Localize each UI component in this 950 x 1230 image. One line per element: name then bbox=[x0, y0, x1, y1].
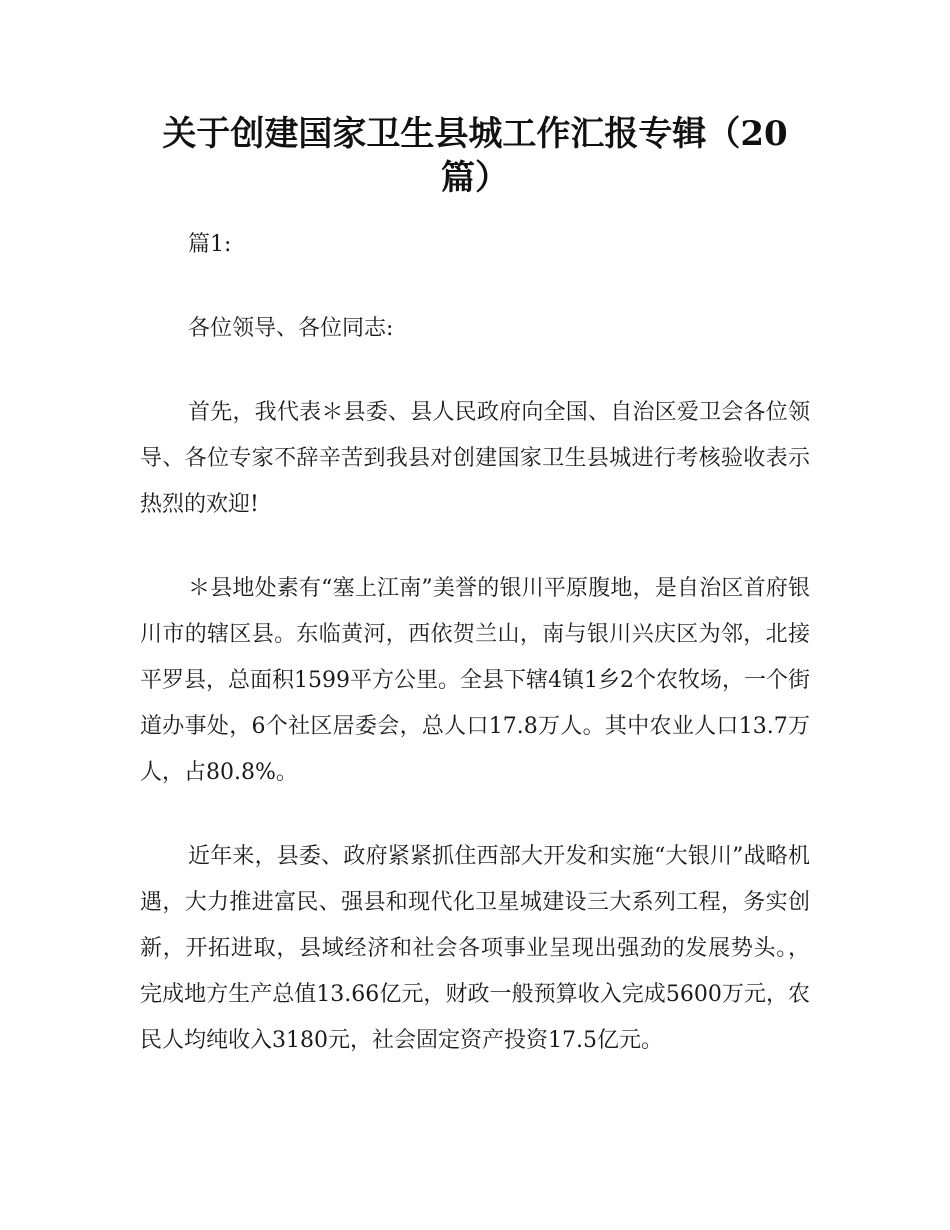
paragraph-section-label: 篇1: bbox=[188, 232, 232, 257]
document-body bbox=[140, 222, 810, 1102]
paragraph-development: 近年来，县委、政府紧紧抓住西部大开发和实施“大银川”战略机遇，大力推进富民、强县和现代化卫星城建设三大系列工程，务实创新，开拓进取，县域经济和社会各项事业呈现出强劲的发展势头。，完成地方生产总值13.66亿元，财政一般预算收入完成5600万元，农民人均纯收入3180元，社会固定资产投资17.5亿元。 bbox=[140, 844, 810, 1053]
paragraph-salutation: 各位领导、各位同志: bbox=[188, 316, 394, 341]
paragraph-county-overview: ＊县地处素有“塞上江南”美誉的银川平原腹地，是自治区首府银川市的辖区县。东临黄河，西依贺兰山，南与银川兴庆区为邻，北接平罗县，总面积1599平方公里。全县下辖4镇1乡2个农牧场，一个街道办事处，6个社区居委会，总人口17.8万人。其中农业人口13.7万人，占80.8%。 bbox=[140, 576, 810, 785]
paragraph-welcome: 首先，我代表＊县委、县人民政府向全国、自治区爱卫会各位领导、各位专家不辞辛苦到我县对创建国家卫生县城进行考核验收表示热烈的欢迎! bbox=[140, 400, 810, 517]
document-title: 关于创建国家卫生县城工作汇报专辑（20篇） bbox=[162, 114, 788, 198]
